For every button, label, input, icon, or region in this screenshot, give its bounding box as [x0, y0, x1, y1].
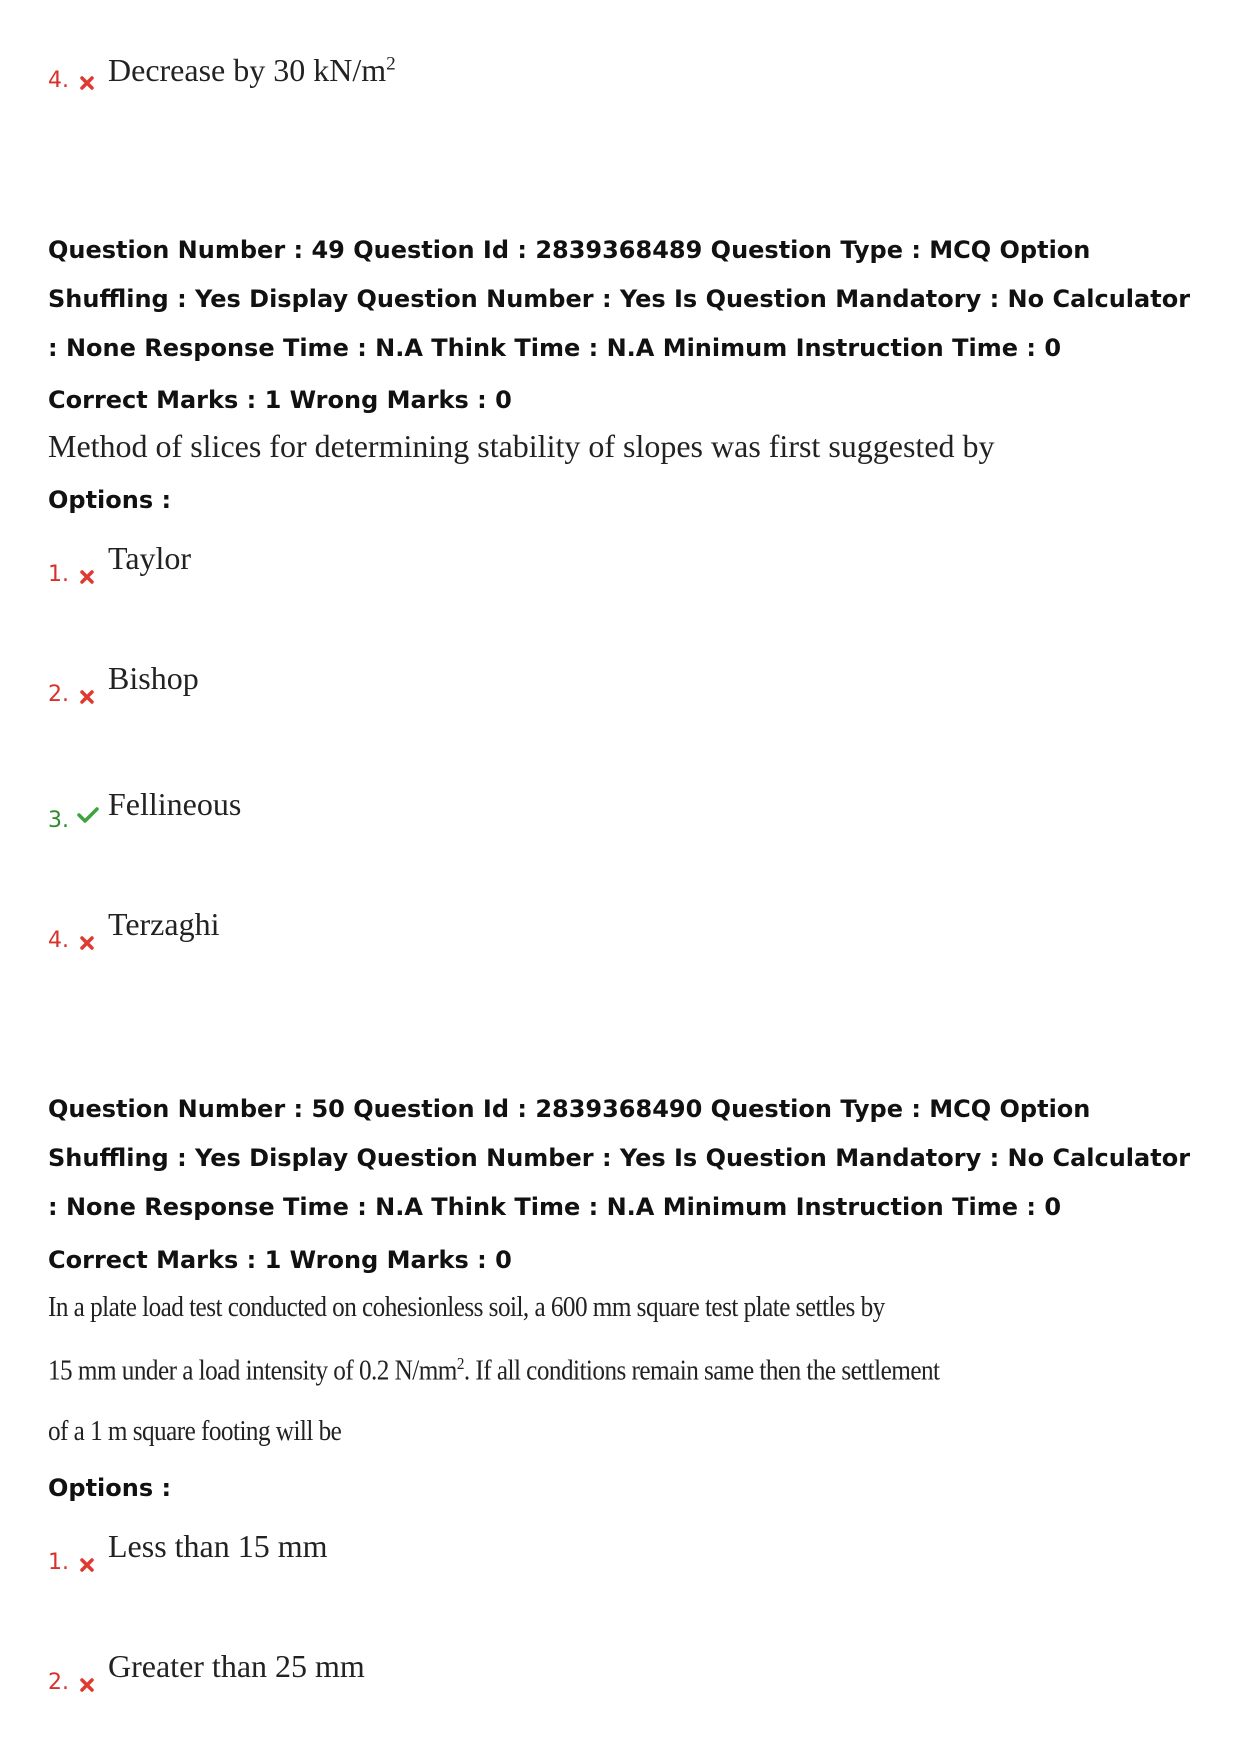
option-text: Fellineous: [108, 786, 242, 822]
question-50-text-line-2: 15 mm under a load intensity of 0.2 $N/mm^2$. If all conditions remain same then the settlement: [48, 1354, 940, 1387]
option-text: Bishop: [108, 660, 199, 696]
question-49-marks: Correct Marks : 1 Wrong Marks : 0: [48, 386, 512, 414]
option-text: Taylor: [108, 540, 192, 576]
option-text: Terzaghi: [108, 906, 220, 942]
question-49-options-label: Options :: [48, 486, 172, 514]
cross-icon: [78, 1556, 96, 1574]
cross-icon: [78, 934, 96, 952]
option-number: 4.: [48, 928, 69, 953]
option-text: Decrease by 30 $kN/m^2$: [108, 52, 396, 88]
question-50-meta: Question Number : 50 Question Id : 2839368490 Question Type : MCQ Option Shuffling : Yes Display Question Number : Yes Is Question Mandatory : No Calculator : None Response Time : N.A Think Time : N.A Minimum Instruction Time : 0: [48, 1095, 1191, 1221]
cross-icon: [78, 568, 96, 586]
option-number: 2.: [48, 682, 69, 707]
cross-icon: [78, 688, 96, 706]
question-49-text: Method of slices for determining stability of slopes was first suggested by: [48, 428, 995, 464]
option-text: Greater than 25 mm: [108, 1648, 365, 1684]
question-50-marks: Correct Marks : 1 Wrong Marks : 0: [48, 1246, 512, 1274]
cross-icon: [78, 1676, 96, 1694]
check-icon: [76, 806, 100, 824]
option-number: 3.: [48, 808, 69, 833]
option-number: 4.: [48, 68, 69, 93]
question-50-text-line-3: of a 1 m square footing will be: [48, 1416, 342, 1447]
option-number: 1.: [48, 562, 69, 587]
question-49-meta: Question Number : 49 Question Id : 2839368489 Question Type : MCQ Option Shuffling : Yes Display Question Number : Yes Is Question Mandatory : No Calculator : None Response Time : N.A Think Time : N.A Minimum Instruction Time : 0: [48, 236, 1191, 362]
question-50-text-line-1: In a plate load test conducted on cohesionless soil, a 600 mm square test plate settles by: [48, 1292, 885, 1323]
option-number: 1.: [48, 1550, 69, 1575]
question-50-options-label: Options :: [48, 1474, 172, 1502]
option-number: 2.: [48, 1670, 69, 1695]
option-text: Less than 15 mm: [108, 1528, 328, 1564]
cross-icon: [78, 74, 96, 92]
